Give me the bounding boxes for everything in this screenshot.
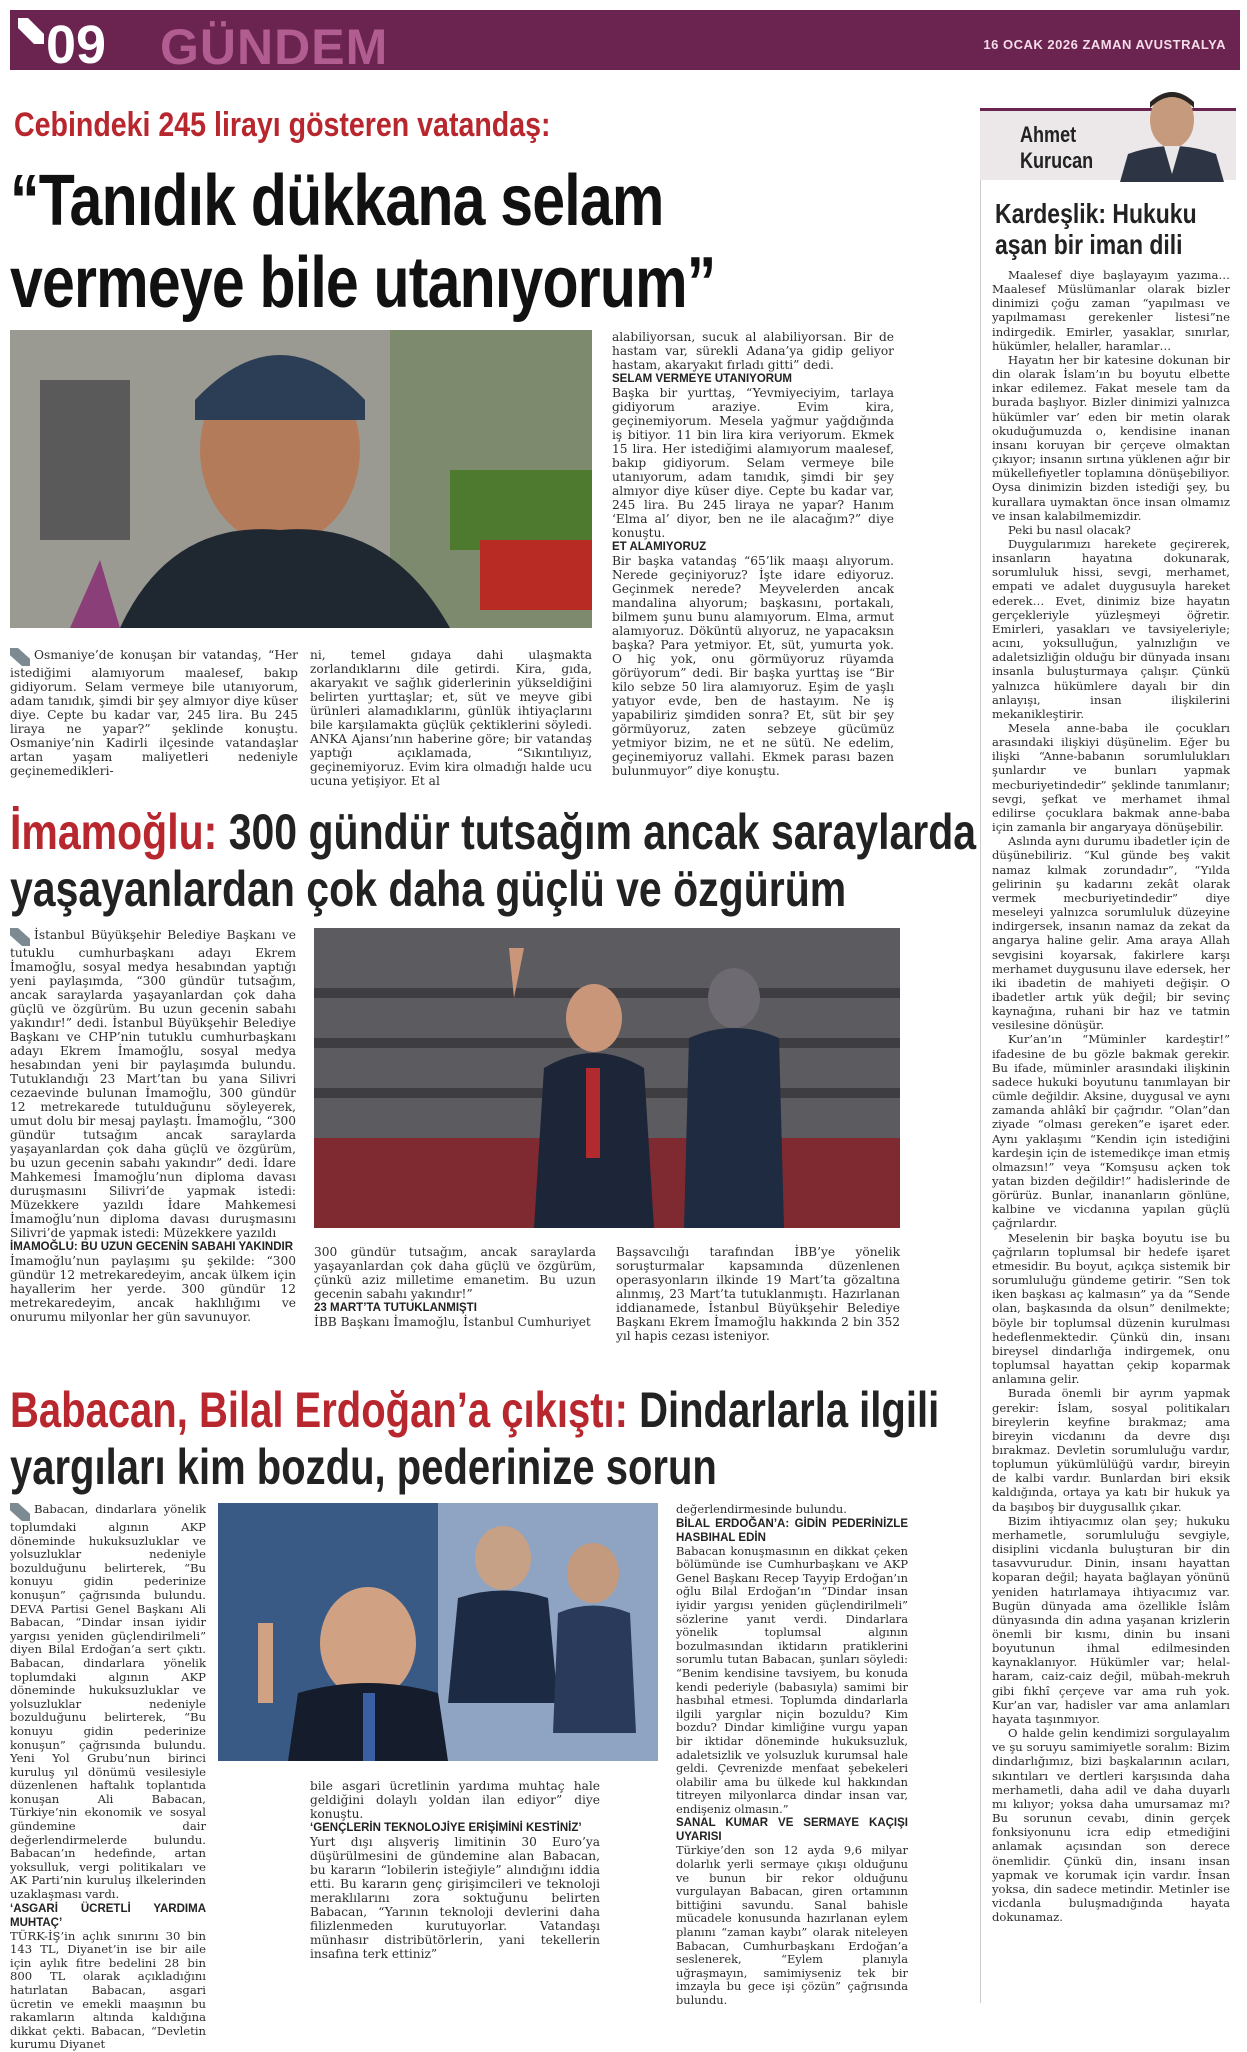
publication-name: ZAMAN AVUSTRALYA <box>1082 37 1226 52</box>
author-last-name: Kurucan <box>1020 148 1094 173</box>
story3-col1-b: TÜRK-İŞ’in açlık sınırını 30 bin 143 TL, Diyanet’in ise bir aile için aylık fitre bedelini 28 bin 800 TL olarak açıkladığını hatırlatan Babacan, asgari ücretin ve emekli maaşının bu rakamların altında kaldığına dikkat çekti. Babacan, “Devletin kurumu Diyanet <box>10 1928 206 2052</box>
story1-subhead-a: SELAM VERMEYE UTANIYORUM <box>612 373 792 385</box>
column-paragraph: O halde gelin kendimizi sorgulayalım ve şu soruyu samimiyetle soralım: Bizim dindarlığımız, bizi başkalarının acıları, sıkıntıları ve dertleri karşısında daha merhametli, daha adil ve daha duyarlı mı kılıyor; yoksa daha umursamaz mı? Bu sorunun cevabı, dinin gerçek fonksiyonunu icra edip etmediğini anlamak açısından son derece önemlidir. Çünkü din, insanı insan yapmak ve korumak için vardır. İnsan yoksa, din sadece metindir. Metinler ise vicdanla buluşmadığında hayata dokunamaz. <box>992 1726 1230 1925</box>
imamoglu-courtroom-photo <box>314 928 900 1228</box>
story1-col1-text: Osmaniye’de konuşan bir vatandaş, “Her istediğimi alamıyorum maalesef, bakıp gidiyorum. Selam vermeye bile utanıyorum, adam tanıdık, şimdi bir şey almıyor diye küser diye. Cepte bu kadar var, 245 lira. Bu 245 liraya ne yapar?” şeklinde konuştu. Osmaniye’nin Kadirli ilçesinde vatandaşlar artan yaşam maliyetleri nedeniyle geçinemedikleri- <box>10 648 298 778</box>
story-arrow-icon <box>10 648 30 666</box>
arrow-logo-icon <box>18 18 44 44</box>
story3-headline-rest: Dindarlarla ilgili <box>639 1382 940 1438</box>
story2-col2-text: 300 gündür tutsağım, ancak saraylarda yaşayanlardan çok daha güçlü ve özgürüm, çünkü aziz milletime emanetim. Bu uzun gecenin sabahı yakındır!” <box>314 1245 596 1301</box>
story3-subhead-a: ‘ASGARİ ÜCRETLİ YARDIMA MUHTAÇ’ <box>10 1902 206 1929</box>
story2-col3-text: Başsavcılığı tarafından İBB’ye yönelik soruşturmalar kapsamında düzenlenen operasyonların ilkinde 19 Mart’ta gözaltına alınmış, 23 Mart’ta tutuklanmıştı. Hazırlanan iddianamede, İstanbul Büyükşehir Belediye Başkanı Ekrem İmamoğlu hakkında 2 bin 352 yıl hapis cezası isteniyor. <box>616 1245 900 1343</box>
story1-col3-a: alabiliyorsan, sucuk al alabiliyorsan. Bir de hastam var, sürekli Adana’ya gidip geliyor hastam, akaryakıt fırladı gitti” dedi. <box>612 330 894 372</box>
story3-col2-text: bile asgari ücretlinin yardıma muhtaç hale geldiğini dolaylı yoldan ilan ediyor” diye konuştu. <box>310 1779 600 1821</box>
story1-column3 <box>612 330 894 778</box>
column-paragraph: Mesela anne-baba ile çocukları arasındaki ilişkiyi düşünelim. Eğer bu ilişki “Anne-babanın sorumlulukları şunlardır ve bunları yapmak mecburiyetindedir” şeklinde tanımlanır; sevgi, şefkat ve merhamet ihmal edilirse çocuklara bakmak anne-baba için zamanla bir angaryaya dönüşebilir. <box>992 721 1230 835</box>
story1-col3-c: Bir başka vatandaş “65’lik maaşı alıyorum. Nerede geçiniyoruz? İşte idare ediyoruz. Geçinmek nerede? Meyvelerden ancak mandalina alıyorum; başkasını, portakalı, bilmem şunu bunu alamıyorum. Elma, armut alamıyoruz. Döküntü alıyoruz, ne yapacaksın başka? Para yetmiyor. Et, süt, yumurta yok. O hiç yok, onu görmüyoruz rüyamda görüyorum” dedi. Bir başka yurttaş ise “Bir kilo sebze 50 lira alamıyoruz. Eşim de yaşlı yatıyor evde, ben de hastayım. Ne iş yapabiliriz şimdiden sonra? Et, süt bir şey görmüyoruz, zaten sebzeye gücümüz yetmiyor bizim, ne et ne sütü. Ne edelim, geçinemiyoruz vallahi. Ekmek parası bazen bulunmuyor” diye konuştu. <box>612 554 894 778</box>
story3-headline-line2: yargıları kim bozdu, pederinize sorun <box>10 1439 717 1495</box>
story1-subhead-b: ET ALAMIYORUZ <box>612 541 707 553</box>
column-paragraph: Hayatın her bir katesine dokunan bir din olarak İslam’ın bu boyutu elbette inkar edilemez. Fakat mesele tam da burada başlıyor. Bizler dinimizi yalnızca hükümler var’ eden bir metin olarak okuduğumuzda o, kendisine inanan insanı koruyan bir çerçeve olmaktan çıkıyor; insanın sırtına yüklenen ağır bir mükellefiyetler toplamına dönüşebiliyor. Oysa dinimizin bizden istediği şey, bu kurallara uymaktan önce insan olmamız ve insan kalabilmemizdir. <box>992 352 1230 523</box>
story3-column1 <box>10 1503 206 2052</box>
story1-headline-line1: “Tanıdık dükkana selam <box>10 161 664 241</box>
story3-col1-text: Babacan, dindarlara yönelik toplumdaki algının AKP döneminde hukuksuzluklar ve yolsuzluklar nedeniyle bozulduğunu belirterek, “Bu konuyu gidin pederinize konuşun” çağrısında bulundu. DEVA Partisi Genel Başkanı Ali Babacan, “Dindar insan iyidir yargısı yeniden güçlendirilmeli” diyen Bilal Erdoğan’a sert çıktı. Babacan, dindarlara yönelik toplumdaki algının AKP döneminde hukuksuzluklar ve yolsuzluklar nedeniyle bozulduğunu belirterek, “Bu konuyu gidin pederinize konuşun” çağrısında bulundu. Yeni Yol Grubu’nun birinci kuruluş yıl dönümü vesilesiyle düzenlenen haftalık toplantıda konuşan Ali Babacan, Türkiye’nin ekonomik ve sosyal gündemine dair değerlendirmelerde bulundu. Babacan’ın hedefinde, artan yoksulluk, vergi politikaları ve AK Parti’nin kuruluş ilkelerinden uzaklaşması vardı. <box>10 1502 206 1902</box>
story1-headline-line2: vermeye bile utanıyorum” <box>10 243 716 323</box>
column-paragraph: Kur’an’ın “Müminler kardeştir!” ifadesine de bu gözle bakmak gerekir. Bu ifade, müminler arasındaki ilişkinin sadece hukuki boyutunu tanımlayan bir cümle değildir. Aksine, duygusal ve aynı zamanda ahlâkî bir çağrıdır. “Olan”dan ziyade “olması gereken”e işaret eder. Aynı yaklaşımı “Kendin için istediğini kardeşin için de istemedikçe iman etmiş olmazsın!” veya “Komşusu açken tok yatan bizden değildir!” hadislerinde de görürüz. Bunlar, inananların gönlüne, kalbine ve vicdanına yapılan güçlü çağrılardır. <box>992 1032 1230 1231</box>
story1-col3-b: Başka bir yurttaş, “Yevmiyeciyim, tarlaya gidiyorum araziye. Evim kira, geçinemiyorum. Mesela yağmur yağdığında iş bitiyor. 11 bin lira kira veriyorum. Ekmek 15 lira. Her istediğimi alamıyorum maalesef, bakıp gidiyorum. Selam vermeye bile utanıyorum, adam tanıdık, şimdi bir şey almıyor diye küser diye. Cepte bu kadar var, 245 lira. Bu 245 liraya ne yapar? Hanım ‘Elma al’ diyor, ben ne ile alacağım?” diye konuştu. <box>612 386 894 540</box>
column-paragraph: Meselenin bir başka boyutu ise bu çağrıların toplumsal bir hedefe işaret etmesidir. Bu boyut, açıkça sistemik bir sorumluluğu gündeme getirir. “Sen tok iken başkası aç kalmasın” ya da “Sende olan, başkasında da olsun” denilmekte; böyle bir toplumsal düzenin kurulması hedeflenmektedir. Çünkü din, insanı bireysel dindarlığa indirgemek, onu toplumsal hayattan çekip koparmak anlamına gelir. <box>992 1230 1230 1387</box>
story2-subhead-a: İMAMOĞLU: BU UZUN GECENİN SABAHI YAKINDIR <box>10 1241 294 1253</box>
story-arrow-icon <box>10 928 30 946</box>
section-title: GÜNDEM <box>160 19 389 75</box>
masthead-bar <box>10 10 1240 75</box>
story2-col1-b: İmamoğlu’nun paylaşımı şu şekilde: “300 gündür 12 metrekaredeyim, ancak ülkem için hayallerim her yerde. 300 gündür 12 metrekaredeyim, ancak haklılığımı ve onurumu milyonlar her gün savunuyor. <box>10 1254 296 1324</box>
story2-headline-line1 <box>10 803 976 861</box>
story2-col1-text: İstanbul Büyükşehir Belediye Başkanı ve tutuklu cumhurbaşkanı adayı Ekrem İmamoğlu, sosyal medya hesabından yaptığı yeni paylaşımda, “300 gündür tutsağım, ancak saraylarda yaşayanlardan çok daha güçlü ve özgürüm. Bu uzun gecenin sabahı yakındır!” dedi. İstanbul Büyükşehir Belediye Başkanı ve CHP’nin tutuklu cumhurbaşkanı adayı Ekrem İmamoğlu, sosyal medya hesabından yeni bir paylaşımda bulundu. Tutuklandığı 23 Mart’tan bu yana Silivri cezaevinde bulunan İmamoğlu, 300 gündür 12 metrekarede tutulduğunu söyleyerek, umut dolu bir mesaj paylaştı. İmamoğlu, “300 gündür tutsağım ancak saraylarda yaşayanlardan çok daha güçlü ve özgürüm, bu uzun gecenin sabahı yakındır” dedi. İdare Mahkemesi İmamoğlu’nun diploma davası duruşmasını Silivri’de yapmak istedi: Müzekkere yazıldı İdare Mahkemesi İmamoğlu’nun diploma davası duruşmasını Silivri’de yapmak istedi: Müzekkere yazıldı <box>10 928 296 1240</box>
column-title-line1: Kardeşlik: Hukuku <box>995 198 1197 229</box>
column-title-line2: aşan bir iman dili <box>995 229 1183 260</box>
story3-headline-red: Babacan, Bilal Erdoğan’a çıkıştı: <box>10 1382 628 1438</box>
column-title <box>995 198 1197 260</box>
story3-headline-line1 <box>10 1381 939 1439</box>
column-paragraph: Aslında aynı durumu ibadetler için de düşünebiliriz. “Kul günde beş vakit namaz kılmak zorundadır”, “Yılda gelirinin şu kadarını zekât olarak vermek mecburiyetindedir” diye meseleyi yalnızca sorumluluk düzeyine indirgersek, insanın namaz da zekat da angarya haline gelir. Ama araya Allah sevgisini koyarsak, fakirlere karşı merhamet duygusunu ilave edersek, her iki ibadetin de mahiyeti değişir. O ibadetler artık yük değil; bir sevinç kaynağına, ruhani bir haz ve tatmin vesilesine dönüşür. <box>992 834 1230 1033</box>
photo-illustration <box>10 330 592 628</box>
story3-subhead-c: BİLAL ERDOĞAN’A: GİDİN PEDERİNİZLE HASBIHAL EDİN <box>676 1517 908 1544</box>
column-paragraph: Maalesef diye başlayayım yazıma… Maalesef Müslümanlar olarak bizler dinimizi çoğu zaman “yapılması ve yapılmaması gerekenler listesi”ne indirgedik. Emirler, yasaklar, sınırlar, hükümler, helaller, haramlar… <box>992 268 1230 353</box>
story3-col3-b: Babacan konuşmasının en dikkat çeken bölümünde ise Cumhurbaşkanı ve AKP Genel Başkanı Recep Tayyip Erdoğan’ın oğlu Bilal Erdoğan’ın “Dindar insan iyidir yargısı yeniden güçlendirilmeli” sözlerine yanıt verdi. Dindarlara yönelik toplumsal algının bozulmasından iktidarın pratiklerini sorumlu tutan Babacan, şunları söyledi: “Benim kendisine tavsiyem, bu konuda kendi pederiyle (babasıyla) samimi bir hasbıhal etmesi. Toplumda dindarlarla ilgili yargılar niçin bozuldu? Kim bozdu? Dindar kimliğine vurgu yapan bir iktidar döneminde hukuksuzluk, adaletsizlik ve yolsuzluk kurumsal hale geldi. Çevrenizde menfaat şebekeleri olabilir ama bu ülkede kul hakkından titreyen milyonlarca dindar insan var, endişeniz olmasın.” <box>676 1543 908 1816</box>
story2-headline-red: İmamoğlu: <box>10 804 218 860</box>
story3-col3-a: değerlendirmesinde bulundu. <box>676 1502 847 1516</box>
story2-column3 <box>616 1245 900 1343</box>
page-number: 09 <box>46 15 107 75</box>
story2-subhead-b: 23 MART’TA TUTUKLANMIŞTI <box>314 1302 477 1314</box>
story3-col3-c: Türkiye’den son 12 ayda 9,6 milyar dolarlık yerli sermaye çıkışı olduğunu ve bunun bir rekor olduğunu vurgulayan Babacan, giren ortamının bittiğini savundu. Sanal bahisle mücadele konusunda hazırlanan eylem planını “zaman kaybı” olarak niteleyen Babacan, Cumhurbaşkanı Erdoğan’a seslenerek, “Eylem planıyla uğraşmayın, samimiyseniz tek bir imzayla bu gece işi çözün” çağrısında bulundu. <box>676 1843 908 2007</box>
issue-date: 16 OCAK 2026 <box>983 37 1079 52</box>
story3-column2 <box>310 1779 600 1961</box>
photo-illustration <box>314 928 900 1228</box>
story2-column2 <box>314 1245 596 1329</box>
story2-headline-line2: yaşayanlardan çok daha güçlü ve özgürüm <box>10 861 847 917</box>
story3-subhead-d: SANAL KUMAR VE SERMAYE KAÇIŞI UYARISI <box>676 1817 908 1844</box>
author-portrait <box>1110 82 1230 182</box>
story3-subhead-b: ‘GENÇLERİN TEKNOLOJİYE ERİŞİMİNİ KESTİNİZ’ <box>310 1822 582 1834</box>
column-paragraph: Burada önemli bir ayrım yapmak gerekir: İslam, sosyal politikaları bireylerin keyfine bırakmaz; ama bireyin vicdanını da devre dışı bırakmaz. Devletin sorumluluğu vardır, toplumun yükümlülüğü vardır, bireyin de kalbi vardır. Bunlardan biri eksik kaldığında, ortaya ya katı bir hukuk ya da başıboş bir duygusallık çıkar. <box>992 1386 1230 1514</box>
story1-kicker: Cebindeki 245 lirayı gösteren vatandaş: <box>14 106 551 144</box>
story1-headline <box>10 160 715 324</box>
column-paragraph: Peki bu nasıl olacak? <box>1008 522 1131 537</box>
market-vendor-photo <box>10 330 592 628</box>
story2-headline-rest: 300 gündür tutsağım ancak saraylarda <box>228 804 977 860</box>
column-author-name <box>1020 122 1093 174</box>
story1-column1 <box>10 648 298 778</box>
story1-column2 <box>310 648 592 788</box>
story3-column3 <box>676 1503 908 2008</box>
masthead-date <box>983 37 1226 52</box>
author-first-name: Ahmet <box>1020 122 1077 147</box>
photo-illustration <box>218 1503 658 1761</box>
story2-col2-b: İBB Başkanı İmamoğlu, İstanbul Cumhuriyet <box>314 1315 591 1329</box>
story1-col2-text: ni, temel gıdaya dahi ulaşmakta zorlandıklarını dile getirdi. Kira, gıda, akaryakıt ve sağlık giderlerinin yükseldiğini belirten yurttaşlar; et, süt ve meyve gibi ürünleri alamadıklarını, günlük ihtiyaçlarını bile karşılamakta güçlük çektiklerini söyledi. ANKA Ajansı’nın haberine göre; bir vatandaş yaptığı açıklamada, “Sıkıntılıyız, geçinemiyoruz. Evim kira olmadığı halde ucu ucuna yetişiyor. Et al <box>310 648 592 788</box>
story2-column1 <box>10 928 296 1324</box>
column-body <box>992 268 1230 1924</box>
babacan-erdogan-photo <box>218 1503 658 1761</box>
story3-col2-b: Yurt dışı alışveriş limitinin 30 Euro’ya düşürülmesini de gündemine alan Babacan, bu kararın “lobilerin isteğiyle” alındığını iddia etti. Bu kararın genç girişimcileri ve teknoloji meraklılarını zora soktuğunu belirten Babacan, “Yarının teknoloji devlerini daha filizlenmeden kurutuyorlar. Vatandaşı münhasır distribütörlerin, yani tekellerin insafına terk ettiniz” <box>310 1835 600 1961</box>
column-paragraph: Bizim ihtiyacımız olan şey; hukuku merhametle, sorumluluğu sevgiyle, disiplini vicdanla buluşturan bir din tasavvurudur. Dinin, insanı hayattan koparan değil; hayata bağlayan yönünü yeniden hatırlamaya ihtiyacımız var. Bugün dünyada ama özellikle İslâm dünyasında din adına yaşanan krizlerin önemli bir kısmı, dinin bu insani boyutunun ihmal edilmesinden kaynaklanıyor. Hükümler var; helal-haram, caiz-caiz değil, mübah-mekruh gibi fıkhî çerçeve var ama ruh yok. Kur’an var, hadisler var ama anlamları hayata taşınmıyor. <box>992 1513 1230 1726</box>
story-arrow-icon <box>10 1503 30 1521</box>
column-paragraph: Duygularımızı harekete geçirerek, insanların hayatına dokunarak, sorumluluk hissi, sevgi, merhamet, empati ve adalet duygusuyla hareket ederek… Evet, dinimiz bize hayatın gerçekleriyle yüzleşmeyi öğretir. Emirleri, yasakları ve tavsiyeleriyle; acını, yoksulluğun, yalnızlığın ve adaletsizliğin olduğu bir dünyada insanı insanla buluşturmaya çalışır. Çünkü yalnızca hükümlere dayalı bir din anlayışı, insan ilişkilerini mekanikleştirir. <box>992 536 1230 721</box>
